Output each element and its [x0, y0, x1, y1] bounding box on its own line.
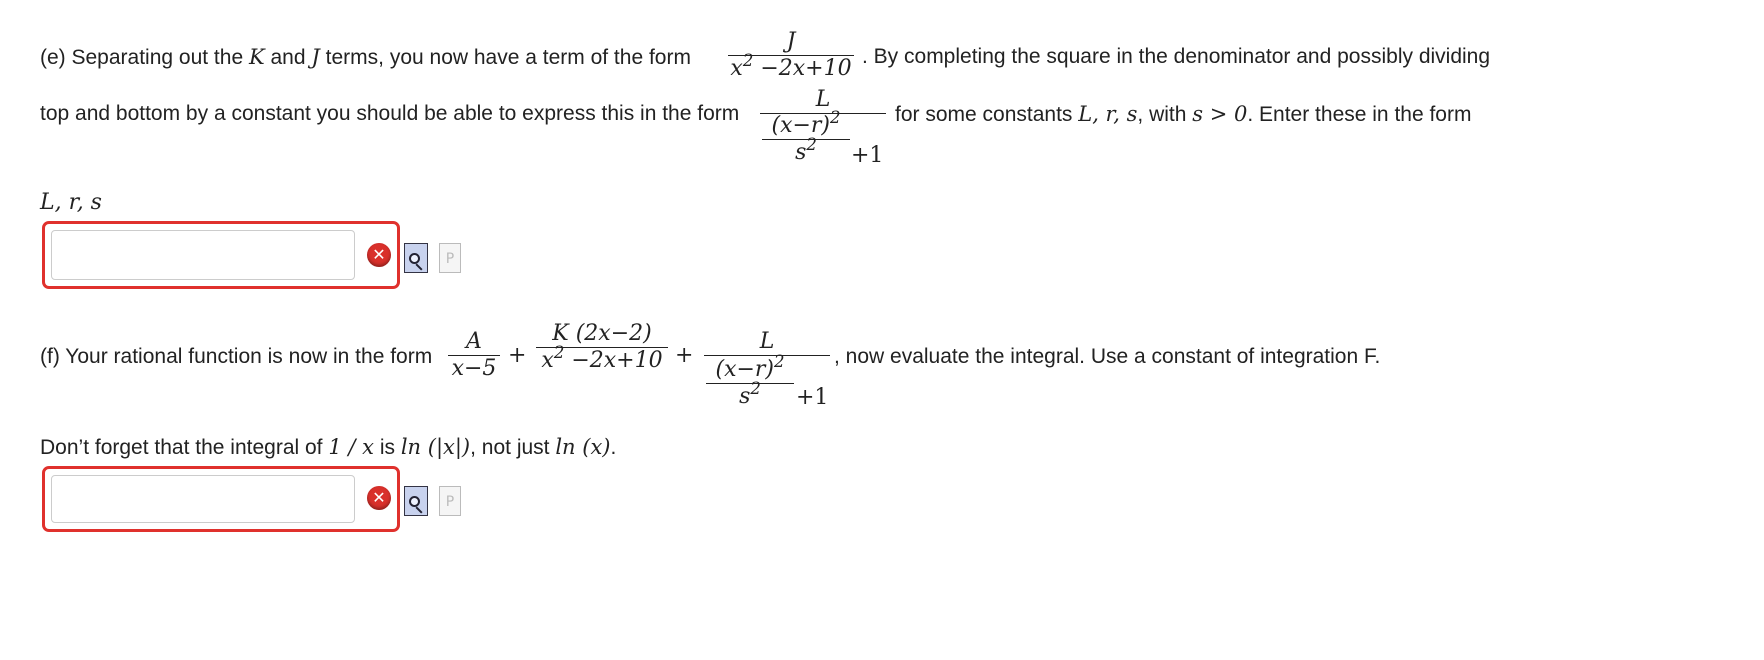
plus-one: +1 — [851, 143, 884, 168]
part-e-line2-suffix — [895, 102, 1471, 127]
answer-f-input[interactable] — [51, 475, 355, 523]
part-f-note — [40, 435, 616, 460]
part-e-line1 — [40, 45, 691, 70]
plus-one: +1 — [796, 385, 829, 410]
fraction-J-over-quadratic — [728, 30, 854, 81]
inner-fraction — [762, 107, 850, 166]
inner-num-text: (x−r) — [771, 113, 831, 138]
den-rest: −2x+10 — [753, 56, 852, 82]
part-e-line1-suffix: . By completing the square in the denominator and possibly dividing — [862, 45, 1491, 68]
inner-num-text: (x−r) — [715, 357, 775, 382]
note-text: Don’t forget that the integral of — [40, 436, 329, 459]
inner-denominator — [739, 379, 761, 410]
math-ln-abs-x: ln (|x|) — [400, 435, 471, 459]
inner-den-text: s — [795, 140, 807, 166]
answer-icon[interactable]: P — [439, 486, 461, 516]
preview-icon[interactable] — [404, 243, 428, 273]
part-e-text: terms, you now have a term of the form — [319, 46, 691, 69]
den-rest: −2x+10 — [564, 348, 663, 374]
inner-den-exp: 2 — [750, 379, 761, 399]
inner-den-exp: 2 — [806, 135, 817, 155]
den-exp: 2 — [742, 51, 754, 71]
math-constants: L, r, s — [1078, 102, 1138, 126]
magnifier-handle — [415, 263, 422, 270]
fraction-numerator: K (2x−2) — [552, 321, 652, 346]
part-e-text: for some constants — [895, 103, 1079, 126]
math-ln-x: ln (x) — [555, 435, 611, 459]
answer-form-label: L, r, s — [40, 190, 102, 215]
fraction-numerator: A — [466, 329, 482, 354]
part-e-text: . Enter these in the form — [1247, 103, 1472, 126]
plus-sign: + — [675, 343, 694, 368]
math-condition: s > 0 — [1192, 102, 1248, 126]
fraction-L-term — [704, 330, 830, 357]
part-e-text: and — [264, 46, 312, 69]
math-J: J — [311, 45, 320, 69]
math-K: K — [248, 45, 265, 69]
fraction-denominator — [730, 51, 852, 82]
part-e-text: , with — [1137, 103, 1193, 126]
part-f-prefix: (f) Your rational function is now in the form — [40, 345, 433, 368]
inner-den-text: s — [739, 384, 751, 410]
den-exp: 2 — [553, 343, 565, 363]
inner-num-exp: 2 — [830, 107, 841, 127]
note-text: is — [373, 436, 401, 459]
answer-icon[interactable]: P — [439, 243, 461, 273]
part-f-suffix: , now evaluate the integral. Use a constant of integration F. — [834, 345, 1381, 368]
note-text: , not just — [470, 436, 556, 459]
magnifier-lens — [409, 253, 420, 264]
fraction-denominator: x−5 — [451, 356, 497, 382]
plus-sign: + — [508, 343, 527, 368]
fraction-L-over-completed-square — [760, 88, 886, 115]
fraction-numerator: J — [786, 29, 796, 54]
fraction-numerator: L — [759, 329, 775, 354]
den-x: x — [730, 56, 743, 82]
error-icon: ✕ — [367, 243, 391, 267]
fraction-A-over-x-minus-5 — [448, 330, 500, 381]
fraction-K-term — [536, 322, 668, 373]
error-icon: ✕ — [367, 486, 391, 510]
part-e-line2: top and bottom by a constant you should be able to express this in the form — [40, 102, 740, 125]
inner-denominator — [795, 135, 817, 166]
den-x: x — [541, 348, 554, 374]
preview-icon[interactable] — [404, 486, 428, 516]
fraction-denominator — [541, 343, 663, 374]
magnifier-handle — [415, 506, 422, 513]
answer-f-frame — [42, 466, 400, 532]
note-text: . — [610, 436, 617, 459]
magnifier-lens — [409, 496, 420, 507]
part-e-text: (e) Separating out the — [40, 46, 249, 69]
inner-fraction — [706, 351, 794, 410]
answer-e-input[interactable] — [51, 230, 355, 280]
fraction-numerator: L — [815, 87, 831, 112]
math-one-over-x: 1 / x — [328, 435, 374, 459]
answer-e-frame — [42, 221, 400, 289]
inner-num-exp: 2 — [774, 351, 785, 371]
